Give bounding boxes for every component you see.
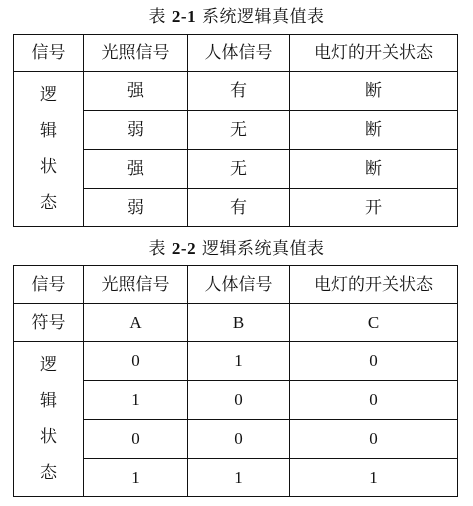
light-cell: 强 bbox=[84, 150, 188, 189]
header-body-signal: 人体信号 bbox=[188, 35, 290, 72]
caption-title: 系统逻辑真值表 bbox=[196, 7, 325, 27]
logic-state-label bbox=[14, 342, 84, 497]
side-char: 状 bbox=[40, 427, 57, 447]
caption-title: 逻辑系统真值表 bbox=[196, 239, 325, 259]
light-cell: 强 bbox=[84, 72, 188, 111]
body-cell: 1 bbox=[188, 342, 290, 381]
truth-table-2-1 bbox=[13, 34, 458, 227]
symbol-c: C bbox=[290, 304, 458, 342]
header-row bbox=[14, 35, 458, 72]
side-char: 逻 bbox=[40, 85, 57, 105]
table-2-1-caption bbox=[0, 7, 473, 27]
body-cell: 无 bbox=[188, 150, 290, 189]
caption-prefix: 表 bbox=[148, 239, 172, 259]
side-char: 辑 bbox=[40, 391, 57, 411]
lamp-cell: 开 bbox=[290, 189, 458, 227]
lamp-cell: 0 bbox=[290, 342, 458, 381]
header-row bbox=[14, 266, 458, 304]
side-char: 辑 bbox=[40, 121, 57, 141]
lamp-cell: 断 bbox=[290, 150, 458, 189]
lamp-cell: 断 bbox=[290, 111, 458, 150]
body-cell: 有 bbox=[188, 72, 290, 111]
side-char: 态 bbox=[40, 463, 57, 483]
side-char: 逻 bbox=[40, 355, 57, 375]
body-cell: 0 bbox=[188, 420, 290, 459]
lamp-cell: 0 bbox=[290, 381, 458, 420]
lamp-cell: 1 bbox=[290, 459, 458, 497]
header-signal: 信号 bbox=[14, 35, 84, 72]
symbol-label: 符号 bbox=[14, 304, 84, 342]
symbol-row bbox=[14, 304, 458, 342]
header-lamp-state: 电灯的开关状态 bbox=[290, 35, 458, 72]
body-cell: 0 bbox=[188, 381, 290, 420]
light-cell: 0 bbox=[84, 420, 188, 459]
caption-number: 2-2 bbox=[171, 239, 197, 258]
light-cell: 1 bbox=[84, 459, 188, 497]
lamp-cell: 0 bbox=[290, 420, 458, 459]
body-cell: 1 bbox=[188, 459, 290, 497]
table-2-2-caption bbox=[0, 239, 473, 259]
lamp-cell: 断 bbox=[290, 72, 458, 111]
side-char: 态 bbox=[40, 193, 57, 213]
truth-table-2-2 bbox=[13, 265, 458, 497]
header-light-signal: 光照信号 bbox=[84, 266, 188, 304]
caption-number: 2-1 bbox=[171, 7, 197, 26]
light-cell: 弱 bbox=[84, 111, 188, 150]
body-cell: 有 bbox=[188, 189, 290, 227]
caption-prefix: 表 bbox=[148, 7, 172, 27]
light-cell: 弱 bbox=[84, 189, 188, 227]
header-signal: 信号 bbox=[14, 266, 84, 304]
table-row bbox=[14, 72, 458, 111]
light-cell: 1 bbox=[84, 381, 188, 420]
side-char: 状 bbox=[40, 157, 57, 177]
symbol-b: B bbox=[188, 304, 290, 342]
body-cell: 无 bbox=[188, 111, 290, 150]
header-light-signal: 光照信号 bbox=[84, 35, 188, 72]
light-cell: 0 bbox=[84, 342, 188, 381]
header-lamp-state: 电灯的开关状态 bbox=[290, 266, 458, 304]
header-body-signal: 人体信号 bbox=[188, 266, 290, 304]
logic-state-label bbox=[14, 72, 84, 227]
table-row bbox=[14, 342, 458, 381]
symbol-a: A bbox=[84, 304, 188, 342]
